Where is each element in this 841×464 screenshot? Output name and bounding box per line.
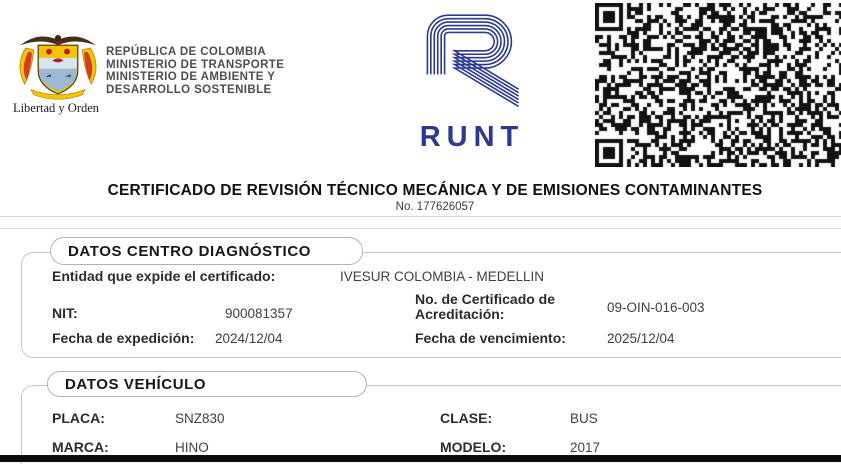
accreditation-label: No. de Certificado de Acreditación:	[415, 291, 556, 322]
nit-value: 900081357	[225, 306, 293, 321]
ministry-line: MINISTERIO DE TRANSPORTE	[106, 58, 285, 71]
diagnostic-center-legend: DATOS CENTRO DIAGNÓSTICO	[50, 237, 363, 265]
header-divider	[0, 216, 841, 229]
brand-label: MARCA:	[52, 439, 109, 455]
plate-label: PLACA:	[52, 410, 105, 426]
certificate-number: No. 177626057	[395, 201, 475, 213]
runt-wordmark: RUNT	[419, 121, 525, 153]
model-label: MODELO:	[440, 439, 507, 455]
libertad-y-orden-caption: Libertad y Orden	[12, 101, 100, 115]
issue-date-label: Fecha de expedición:	[52, 330, 195, 346]
expiry-date-value: 2025/12/04	[607, 331, 675, 346]
vehicle-legend: DATOS VEHÍCULO	[47, 371, 367, 397]
brand-value: HINO	[175, 440, 209, 455]
colombia-coat-of-arms-icon	[10, 30, 106, 102]
ministry-line: MINISTERIO DE AMBIENTE Y	[106, 71, 276, 84]
certificate-title: CERTIFICADO DE REVISIÓN TÉCNICO MECÁNICA Y DE EMISIONES CONTAMINANTES	[107, 182, 763, 199]
class-label: CLASE:	[440, 410, 493, 426]
plate-value: SNZ830	[175, 411, 225, 426]
qr-code	[595, 3, 841, 167]
accreditation-value: 09-OIN-016-003	[607, 300, 705, 315]
ministry-text-block	[106, 46, 284, 96]
entity-label: Entidad que expide el certificado:	[52, 268, 276, 284]
expiry-date-label: Fecha de vencimiento:	[415, 330, 566, 346]
model-value: 2017	[570, 440, 601, 455]
runt-logo-icon	[398, 4, 548, 124]
window-bottom-border	[0, 455, 841, 462]
issue-date-value: 2024/12/04	[215, 331, 283, 346]
nit-label: NIT:	[52, 305, 78, 321]
class-value: BUS	[570, 411, 598, 426]
ministry-line: DESARROLLO SOSTENIBLE	[106, 83, 272, 96]
entity-value: IVESUR COLOMBIA - MEDELLIN	[340, 269, 545, 284]
ministry-line: REPÚBLICA DE COLOMBIA	[106, 46, 267, 58]
